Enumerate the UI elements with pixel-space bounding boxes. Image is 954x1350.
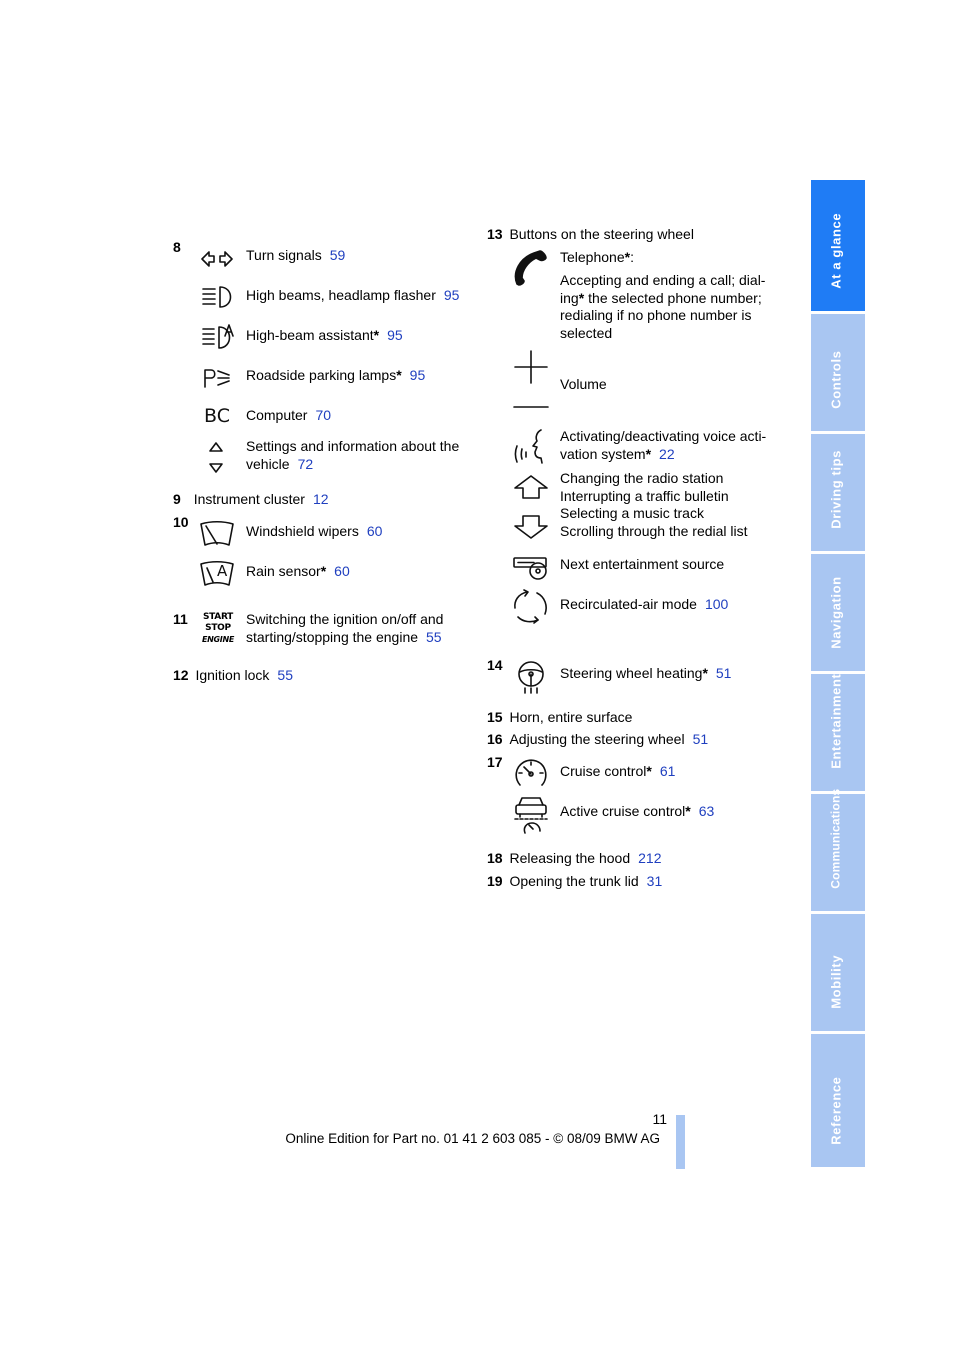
asterisk: * — [578, 289, 585, 306]
tab-controls[interactable] — [811, 314, 865, 431]
tab-communications[interactable] — [811, 788, 865, 911]
entry-high-beams — [246, 287, 459, 305]
turn-signal-icon — [201, 249, 233, 269]
entry-label: High-beam assistant — [246, 327, 374, 343]
tab-navigation[interactable] — [811, 554, 865, 671]
tab-reference[interactable] — [811, 1034, 865, 1167]
computer-icon: BC — [204, 405, 230, 427]
rain-sensor-a-glyph: A — [217, 562, 228, 580]
entry-label-line1: Settings and information about the — [246, 438, 460, 454]
entry-colon: : — [630, 249, 634, 265]
desc-line: Interrupting a traffic bulletin — [560, 487, 729, 504]
icon-line-start: START — [202, 612, 234, 622]
page-link[interactable]: 51 — [692, 731, 709, 747]
page-link[interactable]: 22 — [659, 445, 675, 462]
recirculated-air-icon — [512, 589, 550, 625]
desc-line-prefix: ing — [560, 289, 579, 306]
entry-parking-lamps — [246, 367, 425, 385]
entry-voice-control — [560, 428, 766, 463]
entry-label: Active cruise control — [560, 803, 686, 819]
page-link[interactable]: 72 — [297, 455, 314, 472]
tab-label: Navigation — [828, 575, 844, 649]
asterisk: * — [624, 249, 631, 265]
item-number: 18 — [487, 850, 503, 866]
asterisk: * — [645, 445, 652, 462]
entry-volume: Volume — [560, 376, 607, 392]
entry-entertainment-source: Next entertainment source — [560, 556, 725, 572]
item-number: 8 — [173, 239, 181, 255]
desc-line: selected — [560, 324, 613, 341]
entry-label: Rain sensor — [246, 563, 321, 579]
entry-label-line1: Activating/deactivating voice acti- — [560, 428, 767, 444]
entry-label: Cruise control — [560, 763, 647, 779]
up-down-arrows-icon — [207, 441, 225, 475]
page-link[interactable]: 55 — [426, 628, 442, 645]
windshield-wiper-icon — [199, 520, 235, 548]
entry-label: Computer — [246, 407, 308, 423]
entry-start-stop — [246, 611, 443, 646]
page-link[interactable]: 95 — [443, 287, 460, 303]
desc-line: Scrolling through the redial list — [560, 522, 748, 539]
edition-notice: Online Edition for Part no. 01 41 2 603 085 - © 08/09 BMW AG — [285, 1131, 660, 1146]
page-link[interactable]: 55 — [277, 667, 293, 683]
telephone-icon — [512, 250, 550, 286]
footer-accent-bar — [676, 1115, 685, 1169]
page-link[interactable]: 100 — [704, 596, 729, 612]
asterisk: * — [702, 665, 708, 681]
page-link[interactable]: 212 — [638, 850, 662, 866]
cruise-control-icon — [514, 758, 548, 788]
tab-label: Mobility — [828, 954, 844, 1009]
up-down-hollow-arrows-icon — [512, 474, 550, 542]
entry-label: Roadside parking lamps — [246, 367, 397, 383]
page-link[interactable]: 51 — [715, 665, 732, 681]
tab-label: At a glance — [828, 212, 844, 289]
high-beam-icon — [201, 285, 235, 309]
tab-driving-tips[interactable] — [811, 434, 865, 551]
item-release-hood — [487, 850, 661, 868]
volume-plus-minus-icon — [512, 350, 550, 410]
page-link[interactable]: 95 — [387, 327, 403, 343]
item-number: 12 — [173, 667, 189, 683]
tab-label: Driving tips — [828, 449, 844, 529]
item-label: Horn, entire surface — [509, 709, 633, 725]
page-link[interactable]: 61 — [659, 763, 676, 779]
asterisk: * — [685, 803, 691, 819]
entry-active-cruise-control — [560, 803, 714, 821]
item-title: Buttons on the steering wheel — [509, 226, 694, 242]
desc-line: Selecting a music track — [560, 505, 704, 521]
entry-label: Steering wheel heating — [560, 665, 703, 681]
entry-label: Recirculated-air mode — [560, 596, 697, 612]
entry-windshield-wipers — [246, 523, 382, 541]
item-number: 17 — [487, 754, 503, 770]
entry-steering-wheel-heating — [560, 665, 731, 683]
steering-wheel-heating-icon — [515, 660, 547, 694]
entry-rain-sensor — [246, 563, 350, 581]
tab-entertainment[interactable] — [811, 674, 865, 791]
page-link[interactable]: 59 — [329, 247, 346, 263]
entry-label-line1: Switching the ignition on/off and — [246, 611, 444, 627]
telephone-description — [560, 272, 765, 342]
desc-line: redialing if no phone number is — [560, 307, 752, 323]
page-link[interactable]: 31 — [646, 873, 663, 889]
page-link[interactable]: 95 — [409, 367, 426, 383]
asterisk: * — [373, 327, 380, 343]
entry-label: High beams, headlamp flasher — [246, 287, 436, 303]
item-number: 13 — [487, 226, 503, 242]
item-number: 19 — [487, 873, 503, 889]
item-label: Ignition lock — [195, 667, 270, 683]
entry-label-line2: vation system — [560, 445, 646, 462]
entry-label: Turn signals — [246, 247, 322, 263]
entry-label: Telephone — [560, 249, 625, 265]
voice-control-icon — [513, 428, 549, 466]
desc-line: Accepting and ending a call; dial- — [560, 272, 766, 288]
entry-high-beam-assistant — [246, 327, 403, 345]
high-beam-assistant-icon — [201, 323, 237, 349]
tab-label: Entertainment — [828, 673, 844, 769]
icon-line-stop: STOP — [205, 623, 231, 633]
asterisk: * — [320, 563, 327, 579]
tab-at-a-glance[interactable] — [811, 180, 865, 311]
entry-settings-info — [246, 438, 459, 473]
page-number: 11 — [652, 1111, 667, 1127]
entry-cruise-control — [560, 763, 675, 781]
item-number: 15 — [487, 709, 503, 725]
item-ignition-lock — [173, 667, 293, 685]
entry-arrow-functions — [560, 470, 748, 540]
item-label: Releasing the hood — [509, 850, 631, 866]
entry-recirculated-air — [560, 596, 728, 614]
item-instrument-cluster — [173, 491, 329, 509]
item-number: 11 — [173, 611, 188, 627]
item-number: 16 — [487, 731, 503, 747]
entry-label-line2: starting/stopping the engine — [246, 628, 419, 645]
entertainment-source-icon — [512, 555, 550, 581]
page-link[interactable]: 70 — [315, 407, 332, 423]
item-steering-buttons — [487, 226, 694, 244]
item-horn — [487, 709, 632, 727]
parking-lamps-icon — [203, 367, 231, 389]
start-stop-icon — [200, 612, 236, 645]
page-link[interactable]: 60 — [366, 523, 383, 539]
desc-line: the selected phone number; — [588, 289, 762, 306]
item-label: Opening the trunk lid — [509, 873, 639, 889]
asterisk: * — [396, 367, 402, 383]
tab-label: Communications — [828, 788, 843, 889]
page-link[interactable]: 63 — [698, 803, 715, 819]
chapter-tabs — [811, 180, 865, 1167]
desc-line: Changing the radio station — [560, 470, 724, 486]
entry-telephone — [560, 249, 634, 267]
item-label: Adjusting the steering wheel — [509, 731, 685, 747]
active-cruise-control-icon — [513, 795, 549, 835]
item-number: 10 — [173, 514, 189, 530]
page-link[interactable]: 60 — [334, 563, 350, 579]
page-link[interactable]: 12 — [312, 491, 329, 507]
tab-label: Reference — [828, 1075, 844, 1145]
item-number: 14 — [487, 657, 503, 673]
item-number: 9 — [173, 491, 181, 507]
item-adjust-steering-wheel — [487, 731, 708, 749]
asterisk: * — [646, 763, 652, 779]
entry-computer — [246, 407, 331, 425]
item-label: Instrument cluster — [193, 491, 305, 507]
tab-mobility[interactable] — [811, 914, 865, 1031]
entry-label: Windshield wipers — [246, 523, 359, 539]
tab-label: Controls — [828, 350, 844, 409]
entry-label-line2: vehicle — [246, 455, 290, 472]
icon-line-engine: ENGINE — [201, 635, 235, 644]
entry-turn-signals — [246, 247, 345, 265]
item-trunk-lid — [487, 873, 662, 891]
